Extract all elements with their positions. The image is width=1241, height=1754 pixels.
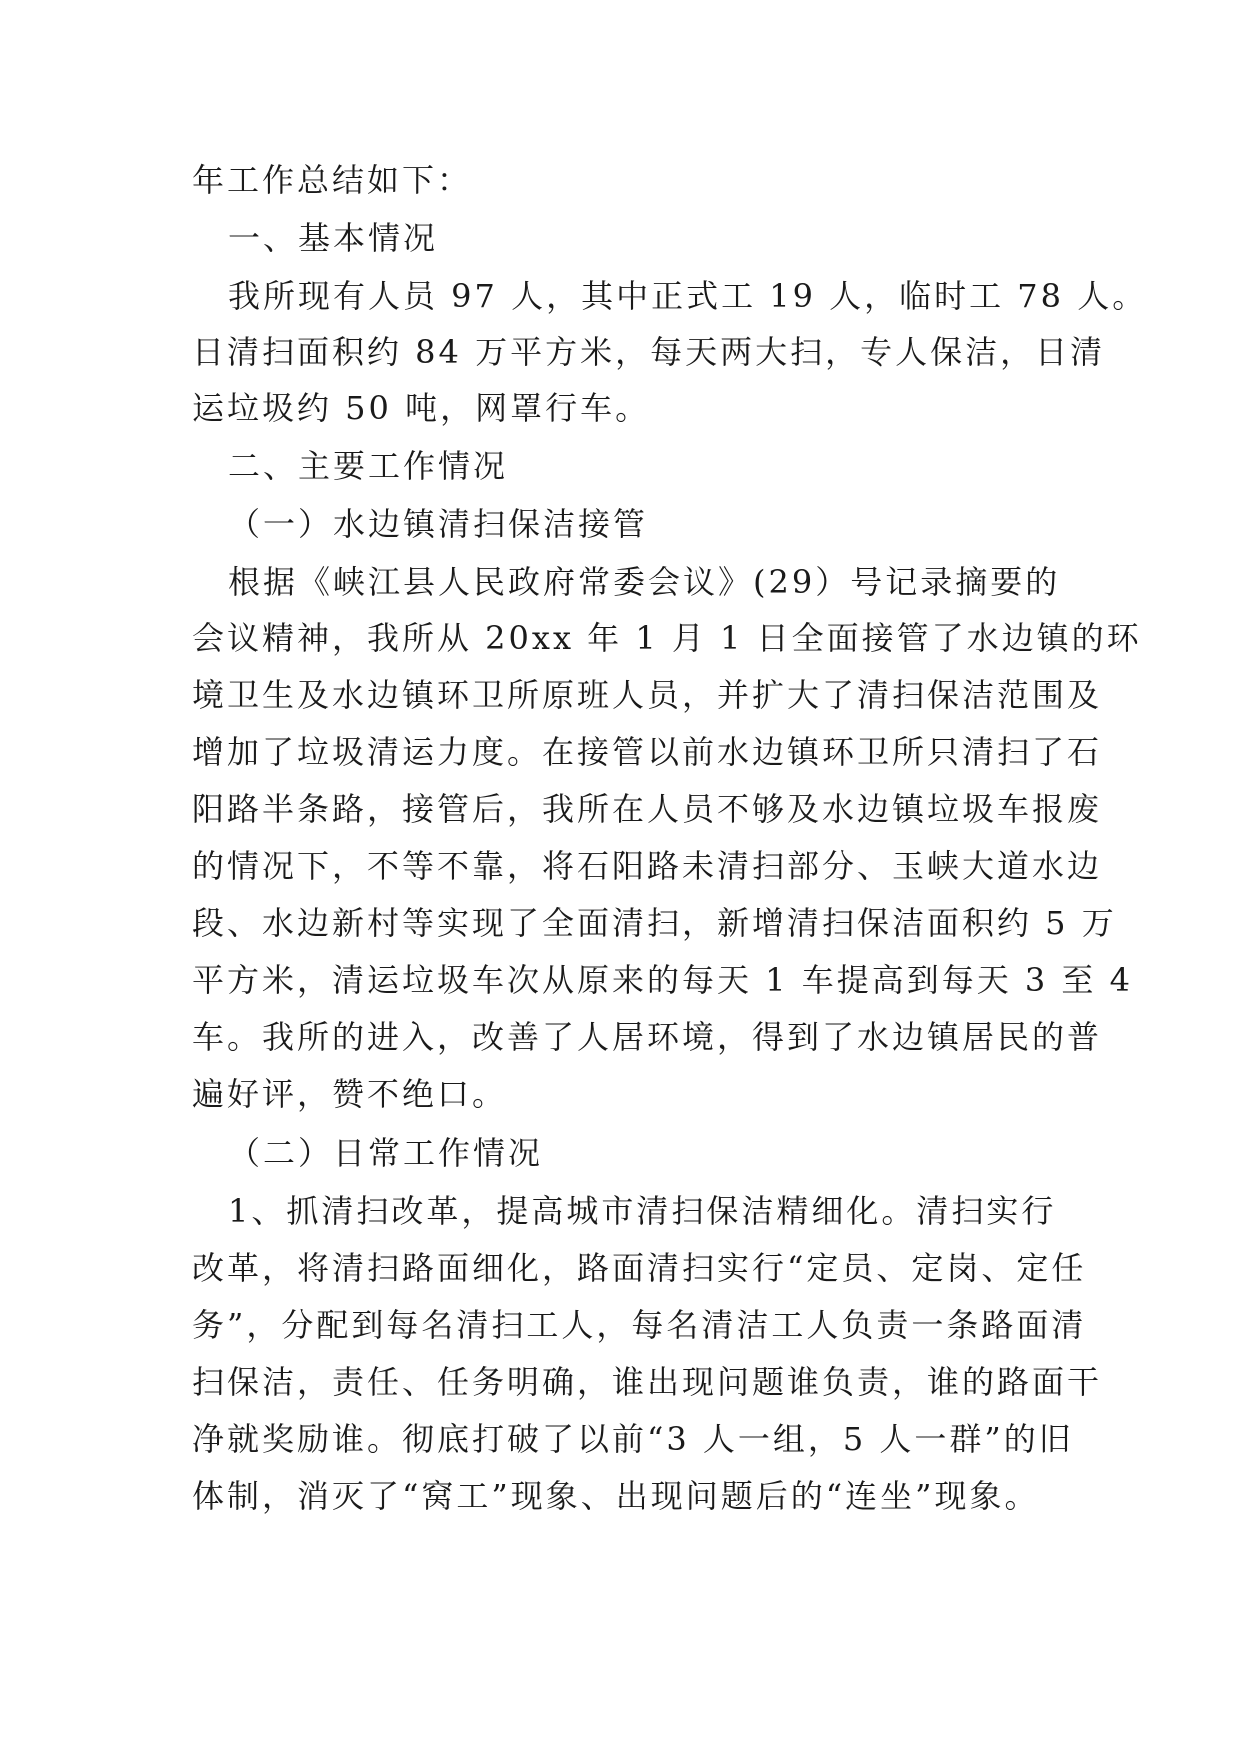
paragraph-line: 车。我所的进入，改善了人居环境，得到了水边镇居民的普 xyxy=(192,1018,1103,1056)
paragraph-line: 改革，将清扫路面细化，路面清扫实行“定员、定岗、定任 xyxy=(192,1249,1087,1287)
paragraph-line: 根据《峡江县人民政府常委会议》(29）号记录摘要的 xyxy=(228,563,1061,601)
paragraph-line: 平方米，清运垃圾车次从原来的每天 1 车提高到每天 3 至 4 xyxy=(192,961,1133,999)
paragraph-line: 会议精神，我所从 20xx 年 1 月 1 日全面接管了水边镇的环 xyxy=(192,619,1142,657)
text-line: 年工作总结如下： xyxy=(192,161,473,199)
section-heading: 二、主要工作情况 xyxy=(228,447,509,485)
paragraph-line: 境卫生及水边镇环卫所原班人员，并扩大了清扫保洁范围及 xyxy=(192,676,1103,714)
paragraph-line: 日清扫面积约 84 万平方米，每天两大扫，专人保洁，日清 xyxy=(192,333,1106,371)
paragraph-line: 增加了垃圾清运力度。在接管以前水边镇环卫所只清扫了石 xyxy=(192,733,1103,771)
paragraph-line: 运垃圾约 50 吨，网罩行车。 xyxy=(192,389,651,427)
subsection-heading: （二）日常工作情况 xyxy=(228,1134,544,1172)
paragraph-line: 的情况下，不等不靠，将石阳路未清扫部分、玉峡大道水边 xyxy=(192,847,1103,885)
paragraph-line: 我所现有人员 97 人，其中正式工 19 人，临时工 78 人。 xyxy=(228,277,1148,315)
paragraph-line: 段、水边新村等实现了全面清扫，新增清扫保洁面积约 5 万 xyxy=(192,904,1117,942)
subsection-heading: （一）水边镇清扫保洁接管 xyxy=(228,505,649,543)
paragraph-line: 阳路半条路，接管后，我所在人员不够及水边镇垃圾车报废 xyxy=(192,790,1103,828)
section-heading: 一、基本情况 xyxy=(228,219,439,257)
paragraph-line: 体制，消灭了“窝工”现象、出现问题后的“连坐”现象。 xyxy=(192,1477,1040,1515)
paragraph-line: 务”，分配到每名清扫工人，每名清洁工人负责一条路面清 xyxy=(192,1306,1087,1344)
paragraph-line: 扫保洁，责任、任务明确，谁出现问题谁负责，谁的路面干 xyxy=(192,1363,1103,1401)
paragraph-line: 遍好评，赞不绝口。 xyxy=(192,1075,508,1113)
paragraph-line: 1、抓清扫改革，提高城市清扫保洁精细化。清扫实行 xyxy=(228,1192,1057,1230)
paragraph-line: 净就奖励谁。彻底打破了以前“3 人一组，5 人一群”的旧 xyxy=(192,1420,1074,1458)
